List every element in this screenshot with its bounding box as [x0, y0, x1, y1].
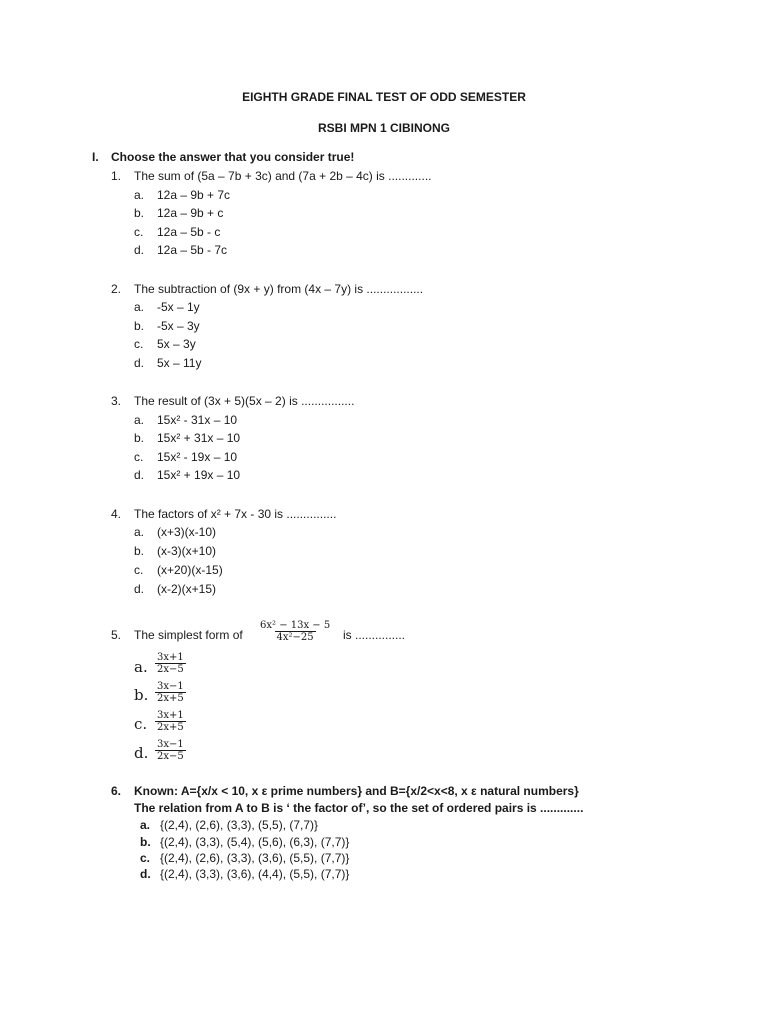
- option-letter: d.: [134, 243, 145, 257]
- option-text: 15x² + 31x – 10: [157, 431, 241, 445]
- option-letter: c.: [134, 450, 144, 464]
- question-number: 1.: [111, 169, 122, 183]
- option-text: (x+20)(x-15): [157, 563, 223, 577]
- option-text: -5x – 1y: [157, 300, 200, 314]
- option-letter: b.: [134, 544, 145, 558]
- option-text: 12a – 9b + 7c: [157, 188, 231, 202]
- option-text: 15x² + 19x – 10: [157, 468, 241, 482]
- fraction-numerator: 3x−1: [157, 681, 184, 692]
- option-letter: c.: [140, 851, 151, 865]
- option-letter: a.: [134, 525, 145, 539]
- fraction-denominator: 2x+5: [157, 693, 184, 704]
- section-instruction: [92, 150, 354, 165]
- option-text: {(2,4), (3,3), (3,6), (4,4), (5,5), (7,7)}: [160, 867, 350, 881]
- option-text: 5x – 11y: [157, 356, 202, 370]
- school-name: RSBI MPN 1 CIBINONG: [317, 121, 450, 135]
- question-number: 4.: [111, 507, 122, 521]
- option-letter: a.: [134, 658, 148, 676]
- question-text-suffix: is ...............: [343, 628, 406, 642]
- option-text: (x-2)(x+15): [157, 582, 217, 596]
- question-number: 5.: [111, 628, 122, 642]
- question-text: The subtraction of (9x + y) from (4x – 7y) is .................: [134, 282, 424, 296]
- question-expression: [258, 620, 332, 643]
- section-instruction-text: Choose the answer that you consider true!: [111, 150, 355, 164]
- option-letter: b.: [134, 686, 149, 704]
- option-letter: d.: [134, 744, 149, 762]
- option-letter: a.: [140, 818, 151, 832]
- option-letter: a.: [134, 188, 145, 202]
- option-letter: b.: [134, 206, 145, 220]
- fraction-numerator: 3x−1: [157, 739, 184, 750]
- option-text: 12a – 9b + c: [157, 206, 224, 220]
- question-number: 6.: [111, 784, 122, 798]
- option-text: (x-3)(x+10): [157, 544, 217, 558]
- option-letter: b.: [140, 835, 151, 849]
- option-text: {(2,4), (3,3), (5,4), (5,6), (6,3), (7,7)}: [160, 835, 350, 849]
- fraction-numerator: 3x+1: [157, 710, 184, 721]
- question-text: The sum of (5a – 7b + 3c) and (7a + 2b – 4c) is .............: [134, 169, 432, 183]
- option-letter: d.: [140, 867, 151, 881]
- option-text: (x+3)(x-10): [157, 525, 217, 539]
- option-letter: d.: [134, 468, 145, 482]
- option-text: 12a – 5b - 7c: [157, 243, 228, 257]
- fraction-denominator: 2x−5: [157, 751, 184, 762]
- question-number: 3.: [111, 394, 122, 408]
- question-text: Known: A={x/x < 10, x ε prime numbers} and B={x/2<x<8, x ε natural numbers}: [134, 784, 579, 798]
- option-fraction: [155, 710, 186, 733]
- option-letter: c.: [134, 225, 144, 239]
- section-numeral: I.: [92, 150, 99, 164]
- page-title: EIGHTH GRADE FINAL TEST OF ODD SEMESTER: [242, 90, 526, 104]
- option-fraction: [155, 739, 186, 762]
- expression-numerator: 6x² − 13x − 5: [260, 620, 331, 631]
- option-text: {(2,4), (2,6), (3,3), (5,5), (7,7)}: [160, 818, 319, 832]
- option-fraction: [155, 681, 186, 704]
- option-letter: d.: [134, 582, 145, 596]
- expression-denominator: 4x²−25: [276, 632, 314, 643]
- question-text: The factors of x² + 7x - 30 is ...............: [134, 507, 337, 521]
- option-text: 5x – 3y: [157, 337, 196, 351]
- option-letter: a.: [134, 300, 145, 314]
- question-number: 2.: [111, 282, 122, 296]
- option-letter: c.: [134, 563, 144, 577]
- question-text-line2: The relation from A to B is ‘ the factor of’, so the set of ordered pairs is .............: [134, 801, 584, 815]
- option-letter: d.: [134, 356, 145, 370]
- option-letter: b.: [134, 319, 145, 333]
- option-fraction: [155, 652, 186, 675]
- option-letter: b.: [134, 431, 145, 445]
- fraction-denominator: 2x−5: [157, 664, 184, 675]
- option-text: 12a – 5b - c: [157, 225, 221, 239]
- fraction-denominator: 2x+5: [157, 722, 184, 733]
- question-text: The result of (3x + 5)(5x – 2) is ................: [134, 394, 355, 408]
- option-text: 15x² - 19x – 10: [157, 450, 238, 464]
- option-letter: c.: [134, 337, 144, 351]
- option-letter: a.: [134, 413, 145, 427]
- option-text: 15x² - 31x – 10: [157, 413, 238, 427]
- option-letter: c.: [134, 715, 148, 733]
- option-text: -5x – 3y: [157, 319, 200, 333]
- fraction-numerator: 3x+1: [157, 652, 184, 663]
- option-text: {(2,4), (2,6), (3,3), (3,6), (5,5), (7,7)}: [160, 851, 350, 865]
- question-text: The simplest form of: [134, 628, 243, 642]
